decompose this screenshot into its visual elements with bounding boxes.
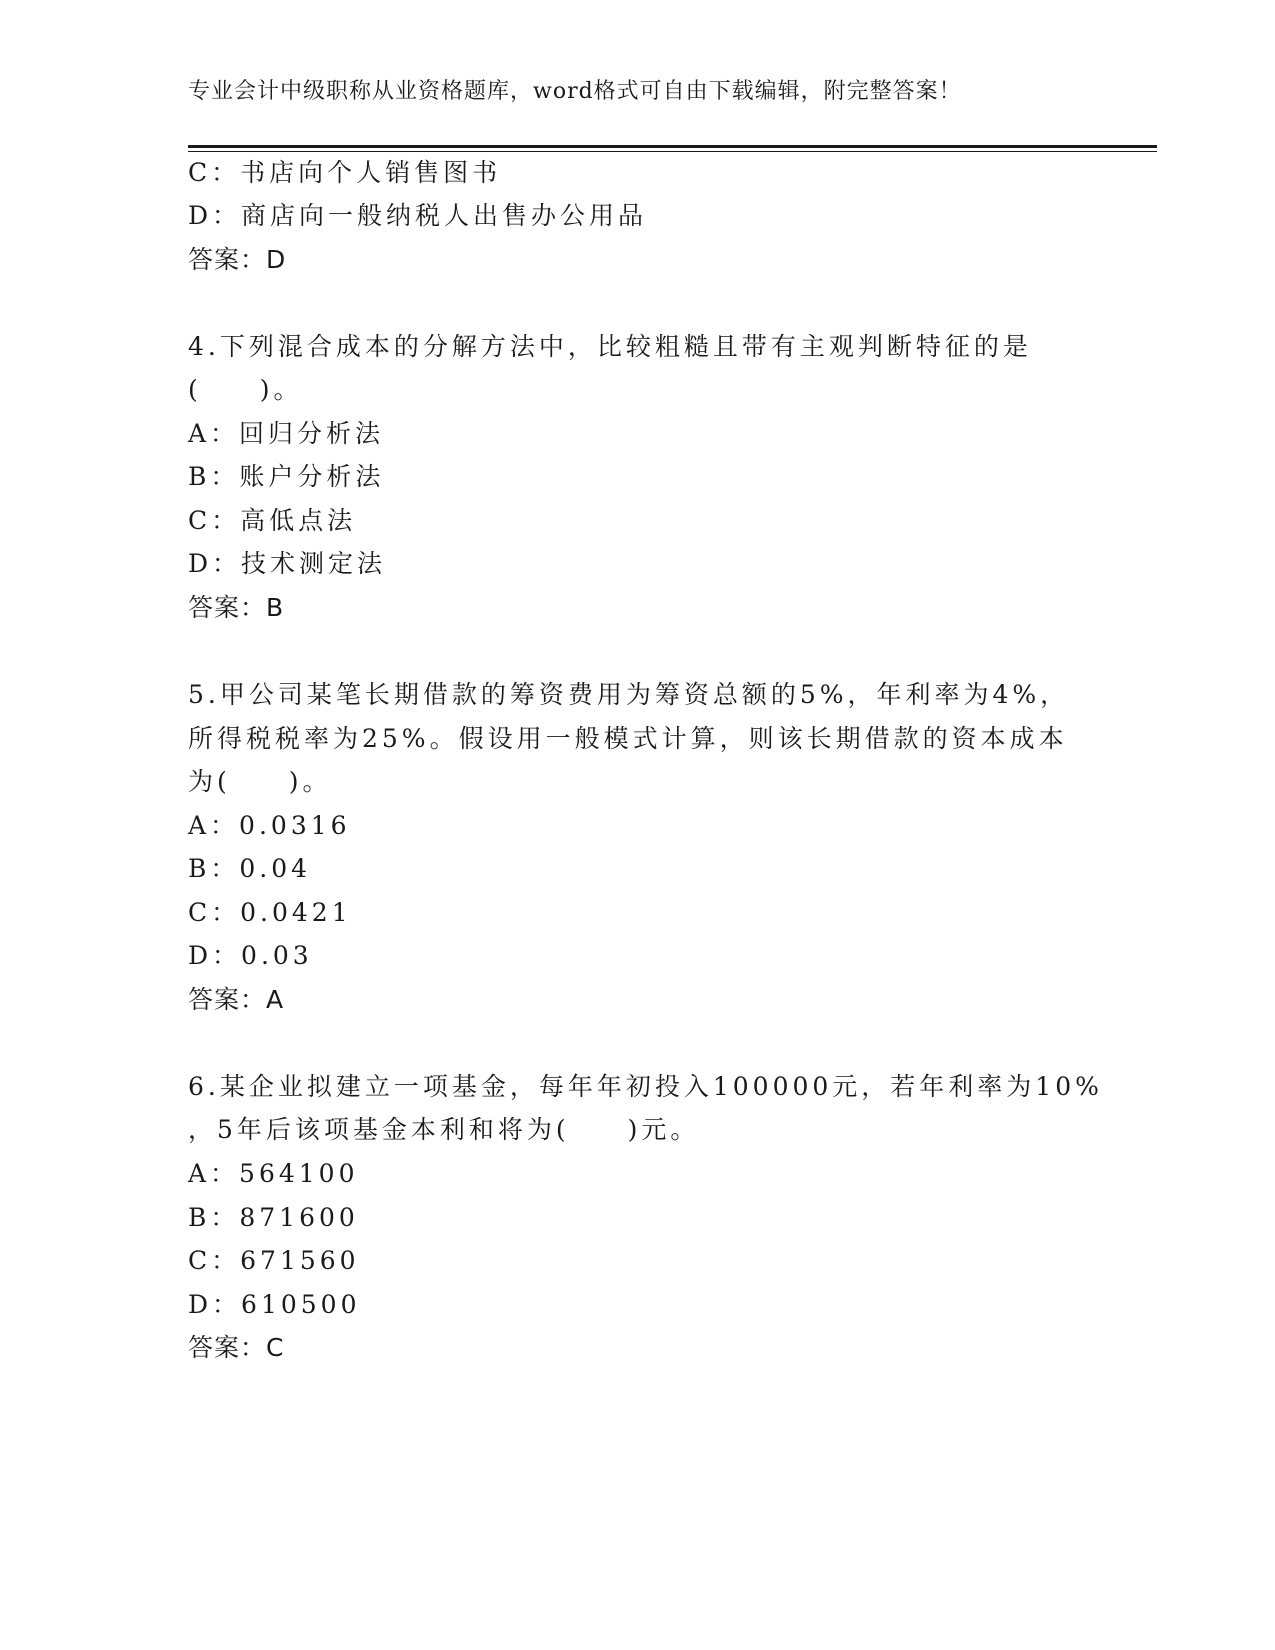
- q5-stem-line2: 所得税税率为25%。假设用一般模式计算，则该长期借款的资本成本: [188, 724, 1068, 753]
- q6-option-b: B：871600: [188, 1203, 359, 1232]
- q6-stem-line2: ，5年后该项基金本利和将为( )元。: [188, 1115, 700, 1144]
- page-header: 专业会计中级职称从业资格题库，word格式可自由下载编辑，附完整答案！: [188, 79, 962, 104]
- q6-option-a: A：564100: [188, 1159, 359, 1188]
- q4-option-c: C：高低点法: [188, 506, 357, 535]
- q5-stem-line3: 为( )。: [188, 767, 332, 796]
- q6-answer: 答案：C: [188, 1333, 285, 1362]
- q6-option-d: D：610500: [188, 1290, 361, 1319]
- q3-answer: 答案：D: [188, 245, 287, 274]
- q5-option-c: C：0.0421: [188, 898, 352, 927]
- q6-option-c: C：671560: [188, 1246, 360, 1275]
- q4-stem-line2: ( )。: [188, 375, 303, 404]
- q4-option-b: B：账户分析法: [188, 462, 385, 491]
- q4-stem-line1: 4.下列混合成本的分解方法中，比较粗糙且带有主观判断特征的是: [188, 332, 1032, 361]
- header-rule-thin: [188, 151, 1157, 152]
- q3-option-d: D：商店向一般纳税人出售办公用品: [188, 201, 648, 230]
- q5-stem-line1: 5.甲公司某笔长期借款的筹资费用为筹资总额的5%，年利率为4%，: [188, 680, 1070, 709]
- q5-answer: 答案：A: [188, 985, 285, 1014]
- header-rule-thick: [188, 145, 1157, 148]
- q6-stem-line1: 6.某企业拟建立一项基金，每年年初投入100000元，若年利率为10%: [188, 1072, 1103, 1101]
- q4-answer: 答案：B: [188, 593, 285, 622]
- q5-option-b: B：0.04: [188, 854, 312, 883]
- q3-option-c: C：书店向个人销售图书: [188, 158, 502, 187]
- q4-option-a: A：回归分析法: [188, 419, 385, 448]
- q5-option-d: D：0.03: [188, 941, 313, 970]
- q4-option-d: D：技术测定法: [188, 549, 387, 578]
- q5-option-a: A：0.0316: [188, 811, 351, 840]
